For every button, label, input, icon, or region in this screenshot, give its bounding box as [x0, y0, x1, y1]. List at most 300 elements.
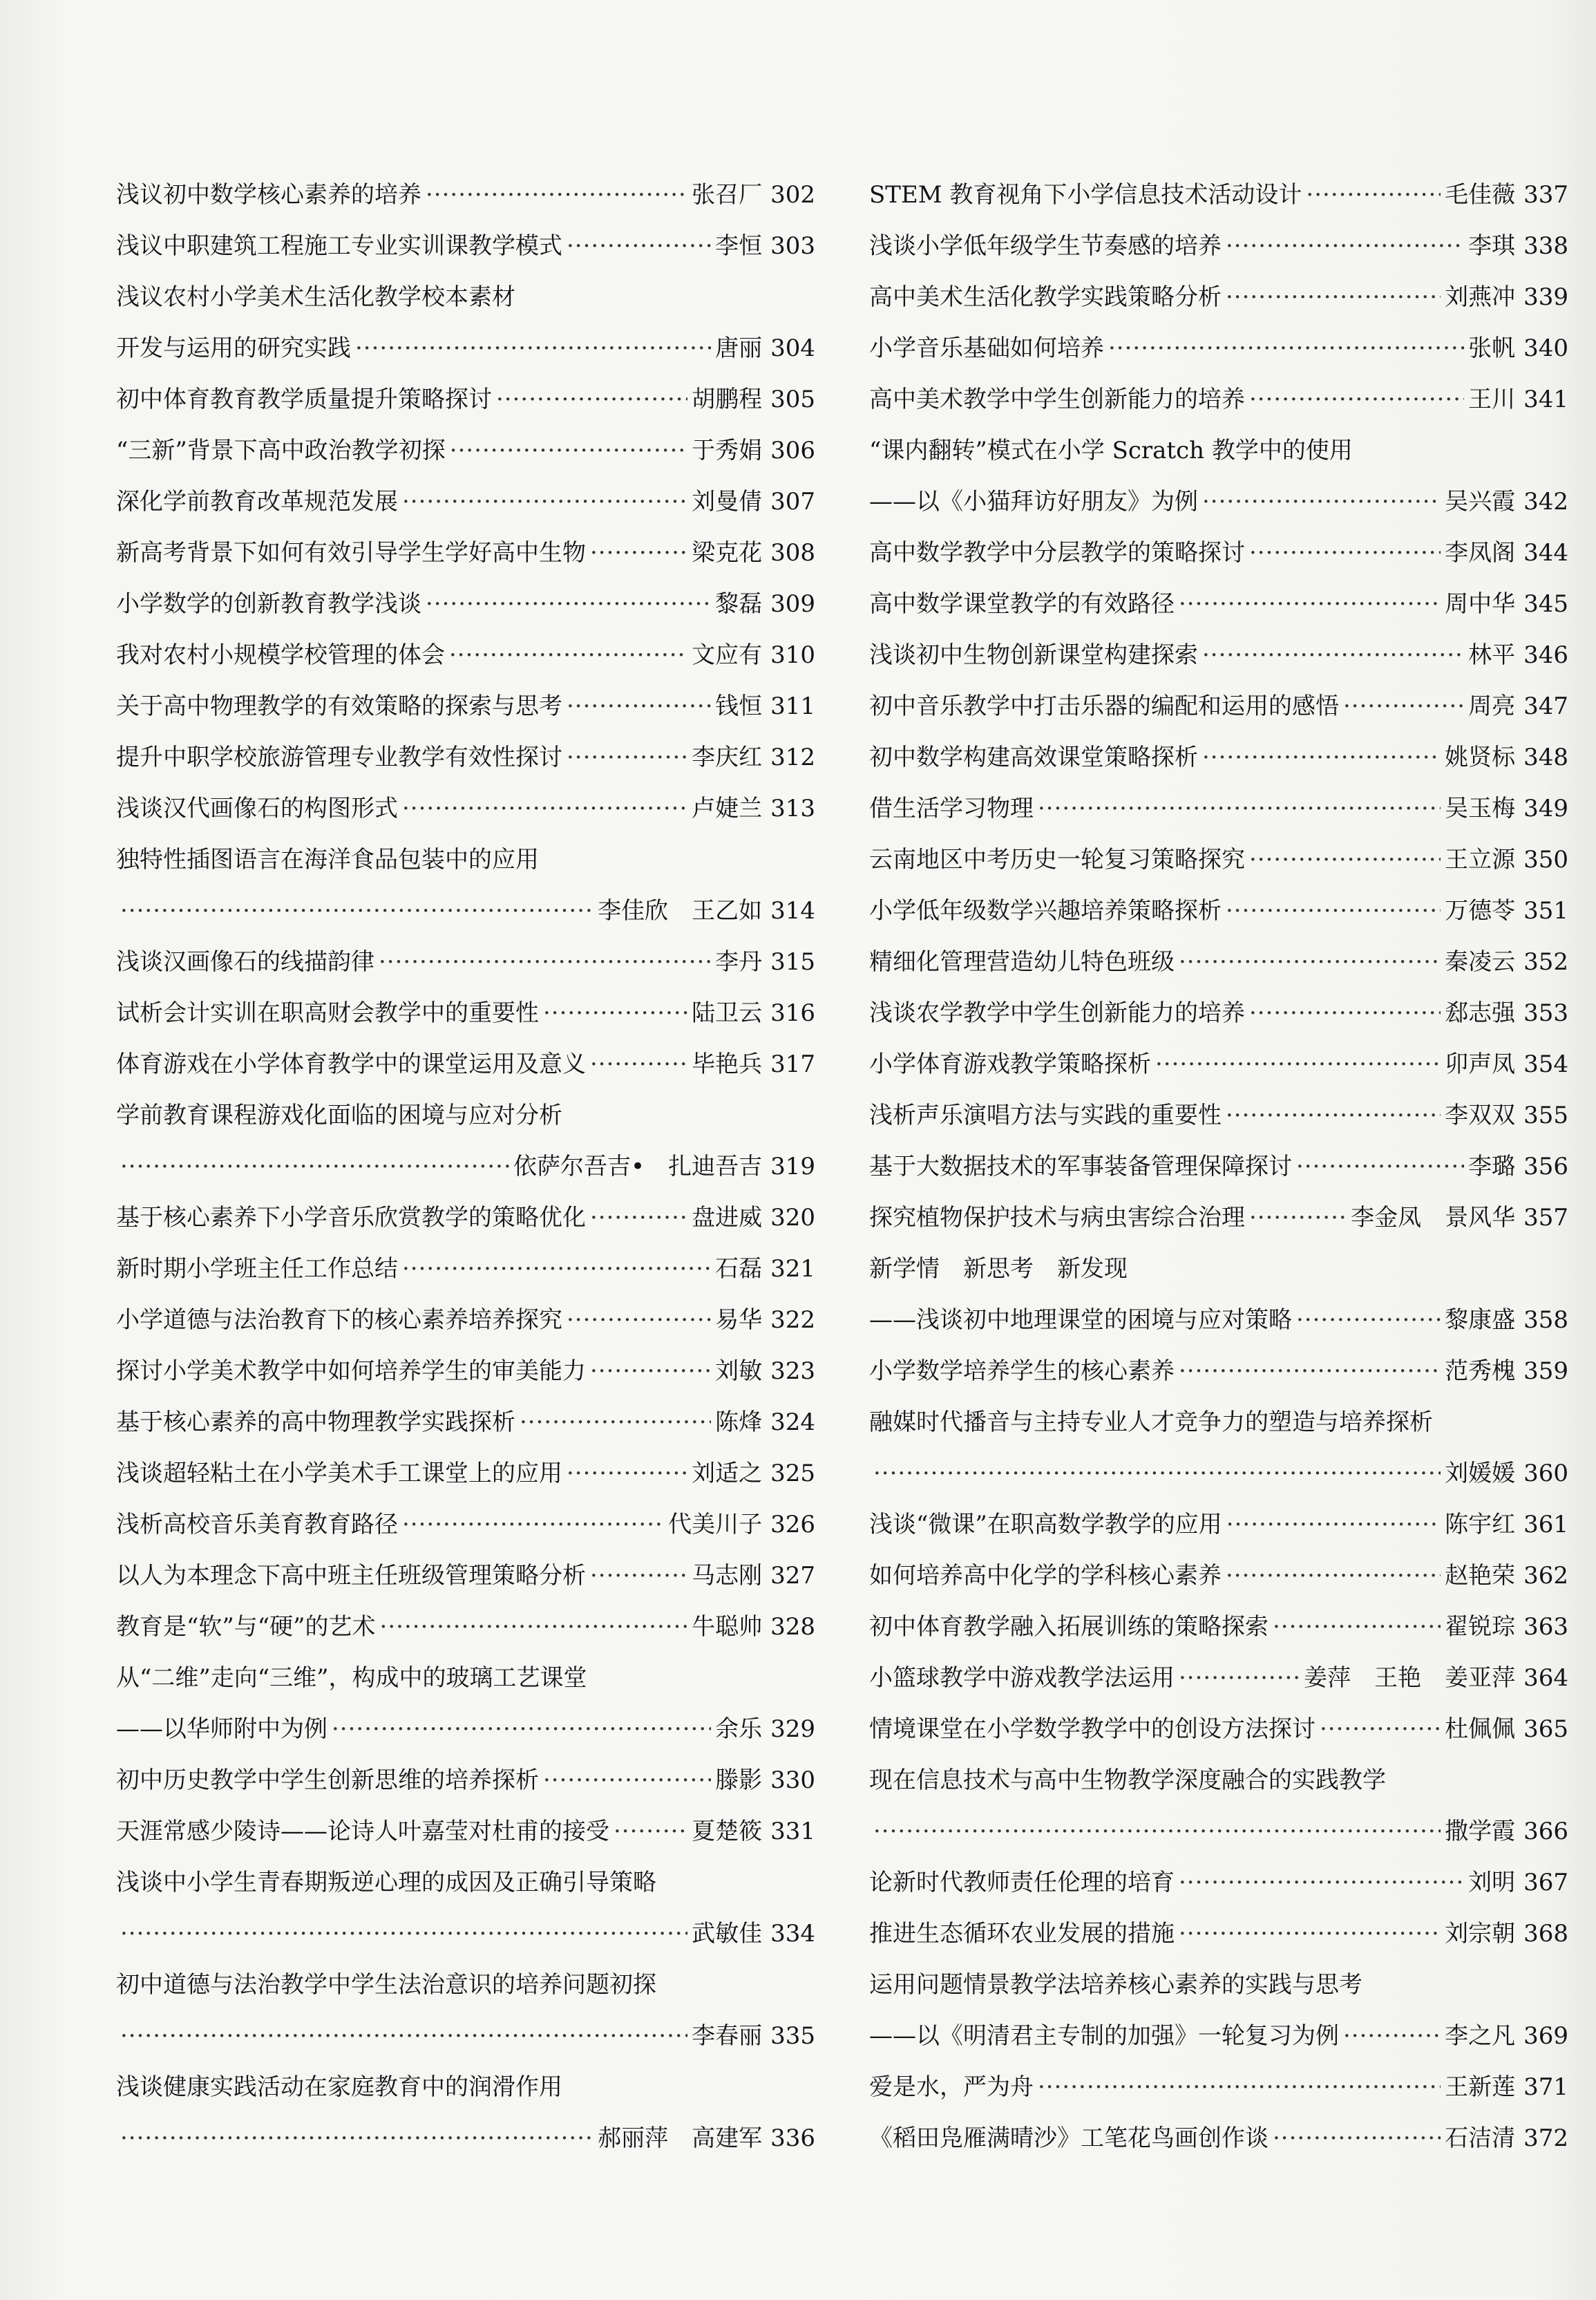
dot-leader	[1038, 2062, 1441, 2113]
entry-title: 浅谈汉代画像石的构图形式	[116, 795, 398, 822]
toc-entry	[116, 732, 815, 783]
toc-entry-row	[116, 2010, 815, 2062]
entry-author: 吴玉梅	[1445, 795, 1516, 822]
toc-entry-row	[869, 681, 1568, 732]
entry-page-number: 361	[1523, 1511, 1568, 1538]
toc-entry-row	[116, 1601, 815, 1652]
toc-entry-row	[116, 476, 815, 527]
toc-entry	[869, 885, 1568, 936]
toc-entry-row	[869, 2113, 1568, 2164]
toc-entry-row	[869, 1857, 1568, 1908]
toc-entry	[869, 578, 1568, 630]
toc-entry-row	[116, 732, 815, 783]
entry-page-number: 306	[770, 437, 815, 464]
toc-entry	[869, 1755, 1568, 1806]
toc-entry-row	[116, 1550, 815, 1601]
entry-author: 刘燕冲	[1445, 283, 1516, 311]
entry-title: 浅议农村小学美术生活化教学校本素材	[116, 283, 515, 311]
entry-author: 马志刚	[692, 1562, 763, 1590]
toc-entry-row	[869, 374, 1568, 425]
entry-author: 李佳欣 王乙如	[598, 897, 763, 925]
toc-entry	[869, 1959, 1568, 2010]
toc-entry	[869, 732, 1568, 783]
dot-leader	[1226, 885, 1441, 936]
entry-author: 陆卫云	[692, 999, 763, 1027]
toc-entry-row	[869, 1090, 1568, 1141]
toc-entry	[116, 1141, 815, 1192]
entry-page-number: 369	[1523, 2022, 1568, 2050]
entry-title: 天涯常感少陵诗——论诗人叶嘉莹对杜甫的接受	[116, 1818, 609, 1845]
toc-entry	[869, 374, 1568, 425]
entry-page-number: 314	[770, 897, 815, 925]
entry-page-number: 340	[1523, 334, 1568, 362]
entry-page-number: 330	[770, 1766, 815, 1794]
toc-entry	[116, 1397, 815, 1448]
toc-entry-row	[116, 220, 815, 272]
toc-entry-row	[116, 1346, 815, 1397]
entry-title: 情境课堂在小学数学教学中的创设方法探讨	[869, 1715, 1315, 1743]
toc-entry	[116, 1448, 815, 1499]
entry-page-number: 316	[770, 999, 815, 1027]
toc-entry-row	[869, 783, 1568, 834]
toc-entry	[116, 681, 815, 732]
entry-page-number: 303	[770, 232, 815, 260]
entry-title: 小学低年级数学兴趣培养策略探析	[869, 897, 1222, 925]
toc-entry	[116, 527, 815, 578]
toc-entry-row	[116, 1704, 815, 1755]
entry-page-number: 341	[1523, 386, 1568, 413]
toc-entry-row	[116, 988, 815, 1039]
toc-entry-row	[869, 732, 1568, 783]
entry-author: 牛聪帅	[692, 1613, 763, 1641]
entry-author: 余乐	[715, 1715, 763, 1743]
entry-author: 盘进威	[692, 1204, 763, 1232]
toc-entry	[116, 476, 815, 527]
dot-leader	[402, 476, 687, 527]
toc-entry-row	[869, 1397, 1568, 1448]
dot-leader	[567, 220, 711, 272]
entry-title: ——浅谈初中地理课堂的困境与应对策略	[869, 1306, 1292, 1334]
entry-title: 推进生态循环农业发展的措施	[869, 1920, 1175, 1948]
toc-entry-row	[869, 1704, 1568, 1755]
entry-title: 浅议初中数学核心素养的培养	[116, 181, 421, 209]
dot-leader	[1273, 2113, 1441, 2164]
entry-title: 从“二维”走向“三维”，构成中的玻璃工艺课堂	[116, 1664, 587, 1692]
toc-entry-row	[116, 1397, 815, 1448]
entry-author: 陈宇红	[1445, 1511, 1516, 1538]
dot-leader	[590, 527, 687, 578]
dot-leader	[590, 1039, 687, 1090]
dot-leader	[1249, 834, 1441, 885]
entry-author: 易华	[715, 1306, 763, 1334]
entry-title: 新时期小学班主任工作总结	[116, 1255, 398, 1283]
entry-author: 周亮	[1468, 692, 1516, 720]
entry-title: 浅析高校音乐美育教育路径	[116, 1511, 398, 1538]
toc-entry-row	[116, 1090, 815, 1141]
entry-title: 开发与运用的研究实践	[116, 334, 351, 362]
entry-page-number: 323	[770, 1357, 815, 1385]
toc-entry-row	[869, 1755, 1568, 1806]
entry-author: 赵艳荣	[1445, 1562, 1516, 1590]
toc-entry-row	[869, 2010, 1568, 2062]
dot-leader	[1320, 1704, 1441, 1755]
dot-leader	[590, 1192, 687, 1243]
entry-author: 张召厂	[692, 181, 763, 209]
dot-leader	[120, 1141, 509, 1192]
toc-entry	[869, 1652, 1568, 1704]
entry-title: 我对农村小规模学校管理的体会	[116, 641, 445, 669]
dot-leader	[380, 1601, 688, 1652]
dot-leader	[1179, 936, 1441, 988]
entry-page-number: 351	[1523, 897, 1568, 925]
entry-author: 李双双	[1445, 1102, 1516, 1129]
toc-entry	[869, 2062, 1568, 2113]
entry-title: 精细化管理营造幼儿特色班级	[869, 948, 1175, 976]
entry-page-number: 308	[770, 539, 815, 567]
entry-title: 体育游戏在小学体育教学中的课堂运用及意义	[116, 1050, 586, 1078]
entry-page-number: 366	[1523, 1818, 1568, 1845]
toc-entry-row	[869, 988, 1568, 1039]
dot-leader	[1179, 578, 1441, 630]
entry-page-number: 325	[770, 1460, 815, 1487]
dot-leader	[567, 732, 687, 783]
entry-title: 浅谈“微课”在职高数学教学的应用	[869, 1511, 1222, 1538]
toc-entry-row	[869, 323, 1568, 374]
dot-leader	[1179, 1652, 1300, 1704]
entry-title: 初中体育教育教学质量提升策略探讨	[116, 386, 492, 413]
entry-title: 小篮球教学中游戏教学法运用	[869, 1664, 1175, 1692]
toc-entry	[869, 1294, 1568, 1346]
toc-entry-row	[116, 425, 815, 476]
dot-leader	[873, 1448, 1441, 1499]
entry-page-number: 315	[770, 948, 815, 976]
entry-title: 高中美术生活化教学实践策略分析	[869, 283, 1222, 311]
entry-page-number: 342	[1523, 488, 1568, 516]
entry-page-number: 349	[1523, 795, 1568, 822]
entry-author: 于秀娟	[692, 437, 763, 464]
toc-entry	[869, 834, 1568, 885]
entry-author: 周中华	[1445, 590, 1516, 618]
entry-author: 石洁清	[1445, 2124, 1516, 2152]
entry-author: 李庆红	[692, 744, 763, 771]
entry-title: 小学数学的创新教育教学浅谈	[116, 590, 421, 618]
dot-leader	[402, 783, 687, 834]
entry-title: 教育是“软”与“硬”的艺术	[116, 1613, 376, 1641]
toc-entry	[869, 630, 1568, 681]
dot-leader	[567, 1448, 687, 1499]
toc-entry-row	[869, 1499, 1568, 1550]
toc-entry	[869, 527, 1568, 578]
toc-entry	[116, 1346, 815, 1397]
entry-page-number: 363	[1523, 1613, 1568, 1641]
dot-leader	[120, 885, 593, 936]
dot-leader	[120, 2113, 593, 2164]
entry-title: 高中数学教学中分层教学的策略探讨	[869, 539, 1245, 567]
entry-page-number: 309	[770, 590, 815, 618]
toc-entry-row	[116, 1294, 815, 1346]
toc-entry-row	[869, 527, 1568, 578]
dot-leader	[426, 578, 711, 630]
toc-entry-row	[869, 578, 1568, 630]
entry-page-number: 339	[1523, 283, 1568, 311]
toc-entry-row	[869, 1039, 1568, 1090]
toc-entry	[869, 1192, 1568, 1243]
toc-entry	[869, 1499, 1568, 1550]
toc-entry-row	[116, 1192, 815, 1243]
dot-leader	[873, 1806, 1441, 1857]
toc-entry-row	[116, 630, 815, 681]
entry-author: 胡鹏程	[692, 386, 763, 413]
toc-entry-row	[116, 272, 815, 323]
entry-author: 李春丽	[692, 2022, 763, 2050]
entry-page-number: 358	[1523, 1306, 1568, 1334]
entry-page-number: 365	[1523, 1715, 1568, 1743]
entry-title: 浅谈健康实践活动在家庭教育中的润滑作用	[116, 2073, 562, 2101]
toc-entry-row	[869, 936, 1568, 988]
toc-left-column	[116, 169, 815, 2164]
entry-author: 林平	[1468, 641, 1516, 669]
entry-title: 初中道德与法治教学中学生法治意识的培养问题初探	[116, 1971, 656, 1999]
entry-title: 如何培养高中化学的学科核心素养	[869, 1562, 1222, 1590]
toc-entry	[869, 1448, 1568, 1499]
toc-entry	[116, 272, 815, 323]
dot-leader	[1296, 1141, 1464, 1192]
entry-author: 文应有	[692, 641, 763, 669]
entry-author: 毛佳薇	[1445, 181, 1516, 209]
dot-leader	[1343, 681, 1464, 732]
entry-title: 运用问题情景教学法培养核心素养的实践与思考	[869, 1971, 1362, 1999]
dot-leader	[355, 323, 711, 374]
entry-title: 独特性插图语言在海洋食品包装中的应用	[116, 846, 539, 874]
entry-title: 高中美术教学中学生创新能力的培养	[869, 386, 1245, 413]
entry-page-number: 307	[770, 488, 815, 516]
toc-entry-row	[116, 936, 815, 988]
toc-entry-row	[116, 527, 815, 578]
entry-title: 基于核心素养下小学音乐欣赏教学的策略优化	[116, 1204, 586, 1232]
dot-leader	[402, 1499, 664, 1550]
entry-title: 以人为本理念下高中班主任班级管理策略分析	[116, 1562, 586, 1590]
entry-title: 关于高中物理教学的有效策略的探索与思考	[116, 692, 562, 720]
entry-page-number: 348	[1523, 744, 1568, 771]
dot-leader	[450, 425, 687, 476]
toc-entry	[116, 2010, 815, 2062]
entry-page-number: 345	[1523, 590, 1568, 618]
entry-author: 李之凡	[1445, 2022, 1516, 2050]
entry-page-number: 354	[1523, 1050, 1568, 1078]
entry-author: 李璐	[1468, 1153, 1516, 1180]
dot-leader	[1108, 323, 1464, 374]
dot-leader	[543, 1755, 711, 1806]
dot-leader	[1179, 1857, 1464, 1908]
entry-page-number: 344	[1523, 539, 1568, 567]
entry-author: 李凤阁	[1445, 539, 1516, 567]
entry-title: STEM 教育视角下小学信息技术活动设计	[869, 181, 1302, 209]
entry-page-number: 356	[1523, 1153, 1568, 1180]
entry-author: 唐丽	[715, 334, 763, 362]
entry-author: 王立源	[1445, 846, 1516, 874]
entry-author: 郄志强	[1445, 999, 1516, 1027]
entry-title: ——以《明清君主专制的加强》一轮复习为例	[869, 2022, 1339, 2050]
toc-entry	[116, 1192, 815, 1243]
entry-title: 初中数学构建高效课堂策略探析	[869, 744, 1198, 771]
entry-author: 陈烽	[715, 1408, 763, 1436]
entry-page-number: 350	[1523, 846, 1568, 874]
toc-entry-row	[116, 374, 815, 425]
entry-title: 小学道德与法治教育下的核心素养培养探究	[116, 1306, 562, 1334]
dot-leader	[402, 1243, 711, 1294]
toc-entry	[116, 1090, 815, 1141]
toc-entry	[116, 425, 815, 476]
entry-page-number: 335	[770, 2022, 815, 2050]
toc-entry-row	[116, 1806, 815, 1857]
toc-entry	[116, 783, 815, 834]
entry-author: 黎磊	[715, 590, 763, 618]
toc-entry	[116, 1652, 815, 1704]
dot-leader	[332, 1704, 711, 1755]
toc-entry	[116, 885, 815, 936]
entry-page-number: 310	[770, 641, 815, 669]
toc-entry	[116, 1806, 815, 1857]
entry-author: 刘曼倩	[692, 488, 763, 516]
entry-author: 李恒	[715, 232, 763, 260]
entry-author: 刘敏	[715, 1357, 763, 1385]
toc-entry	[116, 1499, 815, 1550]
entry-title: 新高考背景下如何有效引导学生学好高中生物	[116, 539, 586, 567]
toc-entry-row	[869, 1192, 1568, 1243]
toc-entry	[869, 1346, 1568, 1397]
toc-entry	[869, 936, 1568, 988]
entry-title: 浅谈小学低年级学生节奏感的培养	[869, 232, 1222, 260]
toc-entry-row	[869, 476, 1568, 527]
toc-entry	[869, 988, 1568, 1039]
dot-leader	[590, 1550, 687, 1601]
toc-entry-row	[116, 1141, 815, 1192]
entry-author: 刘宗朝	[1445, 1920, 1516, 1948]
dot-leader	[590, 1346, 711, 1397]
toc-entry-row	[116, 681, 815, 732]
toc-entry-row	[869, 1448, 1568, 1499]
entry-title: 初中历史教学中学生创新思维的培养探析	[116, 1766, 539, 1794]
toc-entry-row	[116, 1243, 815, 1294]
entry-title: “三新”背景下高中政治教学初探	[116, 437, 446, 464]
entry-page-number: 364	[1523, 1664, 1568, 1692]
entry-page-number: 317	[770, 1050, 815, 1078]
entry-author: 石磊	[715, 1255, 763, 1283]
entry-title: 探究植物保护技术与病虫害综合治理	[869, 1204, 1245, 1232]
toc-entry	[116, 630, 815, 681]
toc-entry-row	[869, 1908, 1568, 1959]
entry-author: 范秀槐	[1445, 1357, 1516, 1385]
dot-leader	[543, 988, 687, 1039]
entry-title: 融媒时代播音与主持专业人才竞争力的塑造与培养探析	[869, 1408, 1433, 1436]
dot-leader	[1179, 1346, 1441, 1397]
entry-title: 借生活学习物理	[869, 795, 1034, 822]
entry-title: 论新时代教师责任伦理的培育	[869, 1869, 1175, 1896]
toc-entry-row	[869, 425, 1568, 476]
toc-entry-row	[116, 1652, 815, 1704]
entry-title: 高中数学课堂教学的有效路径	[869, 590, 1175, 618]
entry-page-number: 320	[770, 1204, 815, 1232]
toc-entry-row	[869, 1601, 1568, 1652]
entry-title: ——以《小猫拜访好朋友》为例	[869, 488, 1198, 516]
entry-page-number: 357	[1523, 1204, 1568, 1232]
entry-page-number: 327	[770, 1562, 815, 1590]
toc-entry-row	[869, 834, 1568, 885]
toc-entry	[116, 988, 815, 1039]
entry-page-number: 362	[1523, 1562, 1568, 1590]
entry-title: 浅谈中小学生青春期叛逆心理的成因及正确引导策略	[116, 1869, 656, 1896]
entry-page-number: 304	[770, 334, 815, 362]
entry-author: 黎康盛	[1445, 1306, 1516, 1334]
entry-page-number: 331	[770, 1818, 815, 1845]
dot-leader	[1202, 732, 1441, 783]
dot-leader	[614, 1806, 687, 1857]
toc-entry-row	[869, 1141, 1568, 1192]
entry-title: 小学音乐基础如何培养	[869, 334, 1104, 362]
toc-right-column	[869, 169, 1568, 2164]
toc-entry-row	[116, 578, 815, 630]
toc-entry	[869, 1243, 1568, 1294]
toc-entry	[869, 323, 1568, 374]
entry-title: 初中体育教学融入拓展训练的策略探索	[869, 1613, 1269, 1641]
dot-leader	[1306, 169, 1441, 220]
entry-page-number: 313	[770, 795, 815, 822]
entry-title: 小学体育游戏教学策略探析	[869, 1050, 1151, 1078]
entry-title: 浅析声乐演唱方法与实践的重要性	[869, 1102, 1222, 1129]
toc-entry	[116, 578, 815, 630]
entry-page-number: 302	[770, 181, 815, 209]
entry-author: 翟锐琮	[1445, 1613, 1516, 1641]
dot-leader	[426, 169, 687, 220]
toc-entry-row	[116, 1448, 815, 1499]
entry-title: 浅议中职建筑工程施工专业实训课教学模式	[116, 232, 562, 260]
entry-page-number: 352	[1523, 948, 1568, 976]
entry-author: 刘媛媛	[1445, 1460, 1516, 1487]
entry-page-number: 338	[1523, 232, 1568, 260]
toc-entry-row	[869, 169, 1568, 220]
entry-title: 基于核心素养的高中物理教学实践探析	[116, 1408, 515, 1436]
toc-entry	[869, 681, 1568, 732]
toc-entry	[869, 2113, 1568, 2164]
toc-entry-row	[116, 783, 815, 834]
entry-title: 浅谈汉画像石的线描韵律	[116, 948, 374, 976]
toc-entry	[869, 1908, 1568, 1959]
entry-page-number: 322	[770, 1306, 815, 1334]
entry-page-number: 336	[770, 2124, 815, 2152]
toc-entry	[116, 220, 815, 272]
toc-entry	[869, 1704, 1568, 1755]
toc-entry-row	[116, 323, 815, 374]
entry-page-number: 355	[1523, 1102, 1568, 1129]
entry-author: 李丹	[715, 948, 763, 976]
dot-leader	[1273, 1601, 1441, 1652]
entry-author: 梁克花	[692, 539, 763, 567]
dot-leader	[120, 1908, 687, 1959]
entry-title: 探讨小学美术教学中如何培养学生的审美能力	[116, 1357, 586, 1385]
entry-page-number: 368	[1523, 1920, 1568, 1948]
entry-author: 夏楚筱	[692, 1818, 763, 1845]
entry-page-number: 312	[770, 744, 815, 771]
toc-entry-row	[869, 272, 1568, 323]
toc-entry	[116, 1243, 815, 1294]
dot-leader	[567, 681, 711, 732]
toc-entry	[869, 169, 1568, 220]
dot-leader	[449, 630, 687, 681]
toc-entry-row	[869, 885, 1568, 936]
toc-entry-row	[869, 1806, 1568, 1857]
entry-page-number: 329	[770, 1715, 815, 1743]
toc-entry	[116, 2113, 815, 2164]
